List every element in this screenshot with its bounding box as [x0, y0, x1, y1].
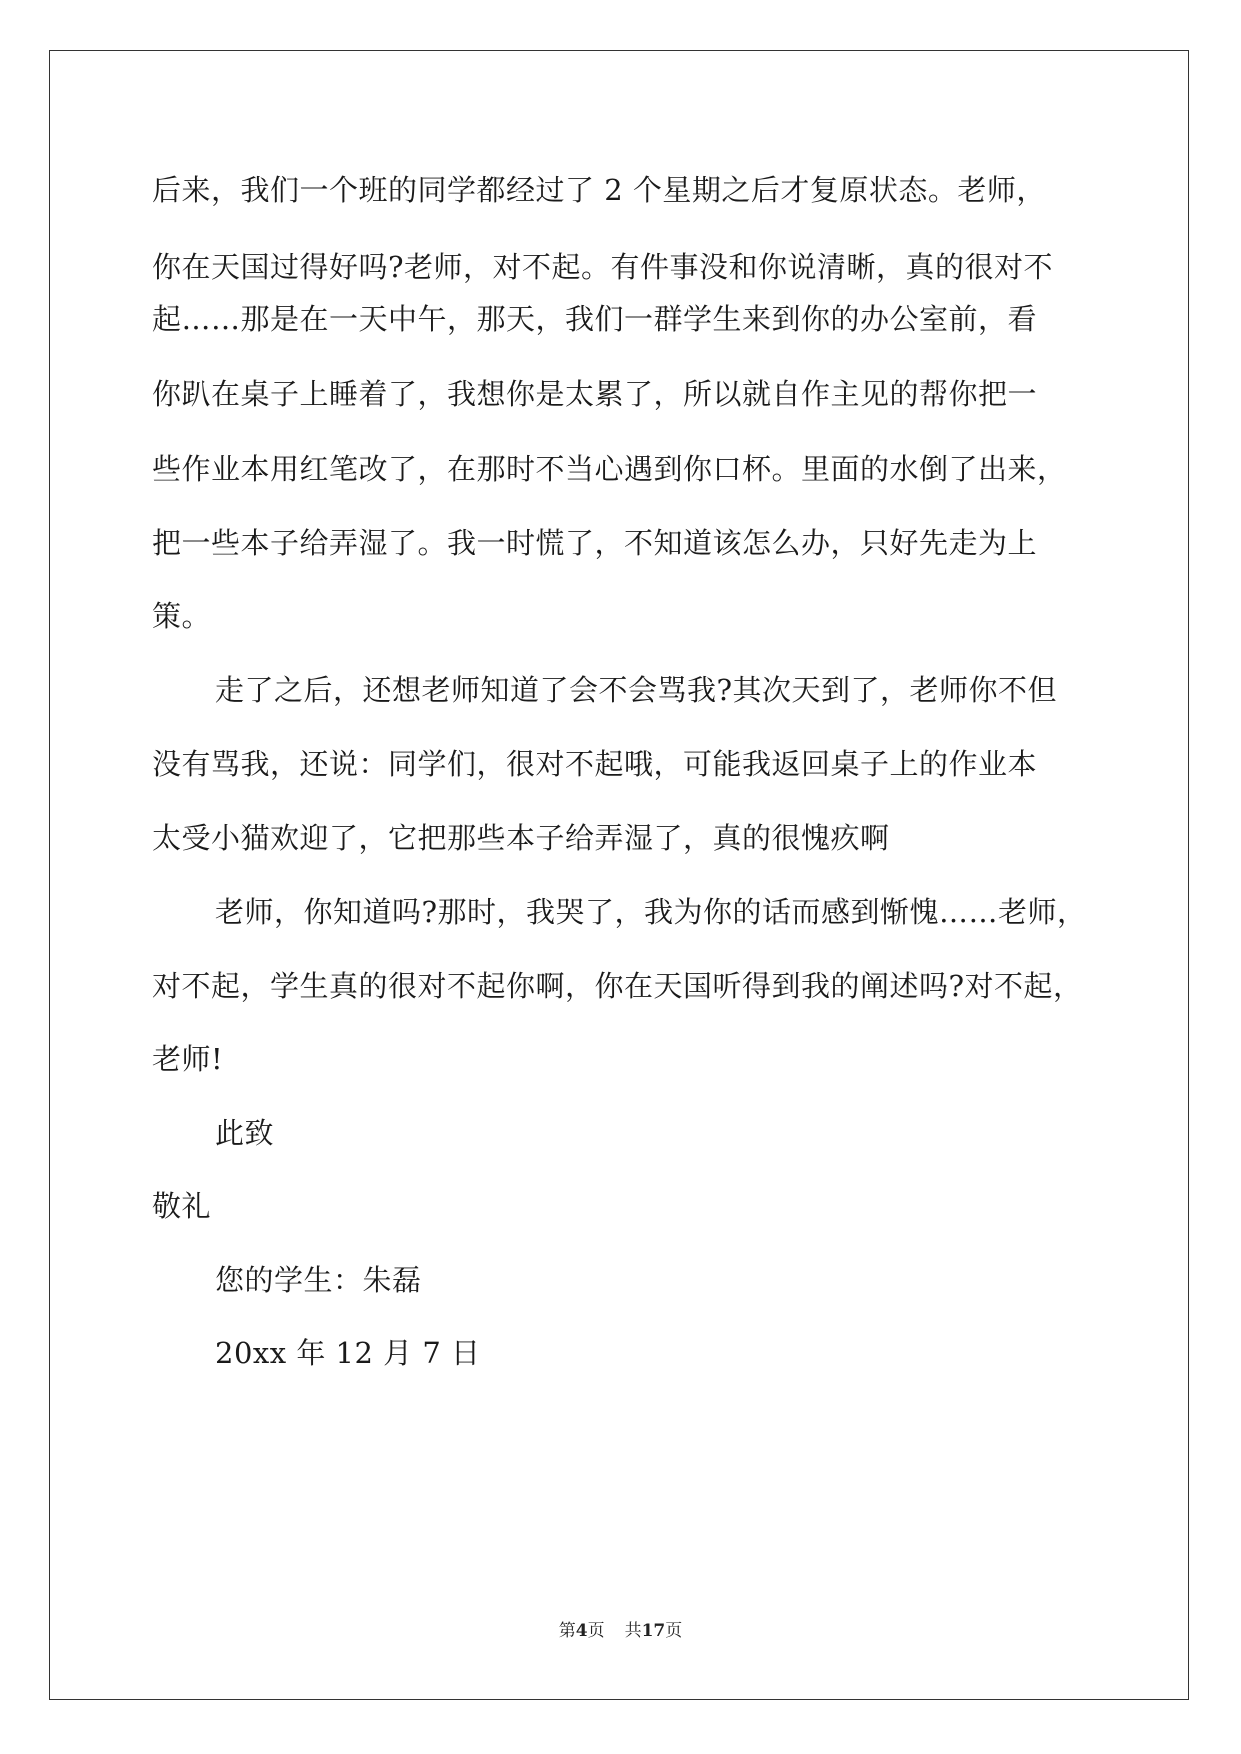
total-prefix: 共: [624, 1621, 642, 1641]
signature: 您的学生：朱磊: [215, 1263, 422, 1297]
paragraph-line: 你趴在桌子上睡着了，我想你是太累了，所以就自作主见的帮你把一: [152, 377, 1038, 411]
page-footer: [0, 1616, 1241, 1641]
paragraph-line: 走了之后，还想老师知道了会不会骂我?其次天到了，老师你不但: [215, 673, 1058, 707]
letter-date: 20xx 年 12 月 7 日: [215, 1336, 481, 1370]
page-suffix: 页: [587, 1621, 605, 1641]
paragraph-line: 对不起，学生真的很对不起你啊，你在天国听得到我的阐述吗?对不起，: [152, 969, 1083, 1003]
respect-line: 敬礼: [152, 1189, 212, 1223]
salutation: 此致: [215, 1116, 275, 1150]
paragraph-line: 没有骂我，还说：同学们，很对不起哦，可能我返回桌子上的作业本: [152, 747, 1038, 781]
page-number: 4: [575, 1621, 588, 1641]
total-pages: 17: [641, 1621, 666, 1641]
paragraph-line: 老师!: [152, 1042, 224, 1076]
paragraph-line: 太受小猫欢迎了，它把那些本子给弄湿了，真的很愧疚啊: [152, 821, 890, 855]
paragraph-line: 老师，你知道吗?那时，我哭了，我为你的话而感到惭愧……老师，: [215, 895, 1087, 929]
paragraph-line: 你在天国过得好吗?老师，对不起。有件事没和你说清晰，真的很对不: [152, 250, 1054, 284]
page-prefix: 第: [558, 1621, 576, 1641]
paragraph-line: 些作业本用红笔改了，在那时不当心遇到你口杯。里面的水倒了出来，: [152, 452, 1067, 486]
paragraph-line: 把一些本子给弄湿了。我一时慌了，不知道该怎么办，只好先走为上: [152, 526, 1038, 560]
paragraph-line: 后来，我们一个班的同学都经过了 2 个星期之后才复原状态。老师，: [152, 173, 1046, 207]
paragraph-line: 起……那是在一天中午，那天，我们一群学生来到你的办公室前，看: [152, 302, 1038, 336]
paragraph-line: 策。: [152, 599, 212, 633]
total-suffix: 页: [665, 1621, 683, 1641]
page-border: [49, 50, 1189, 1700]
